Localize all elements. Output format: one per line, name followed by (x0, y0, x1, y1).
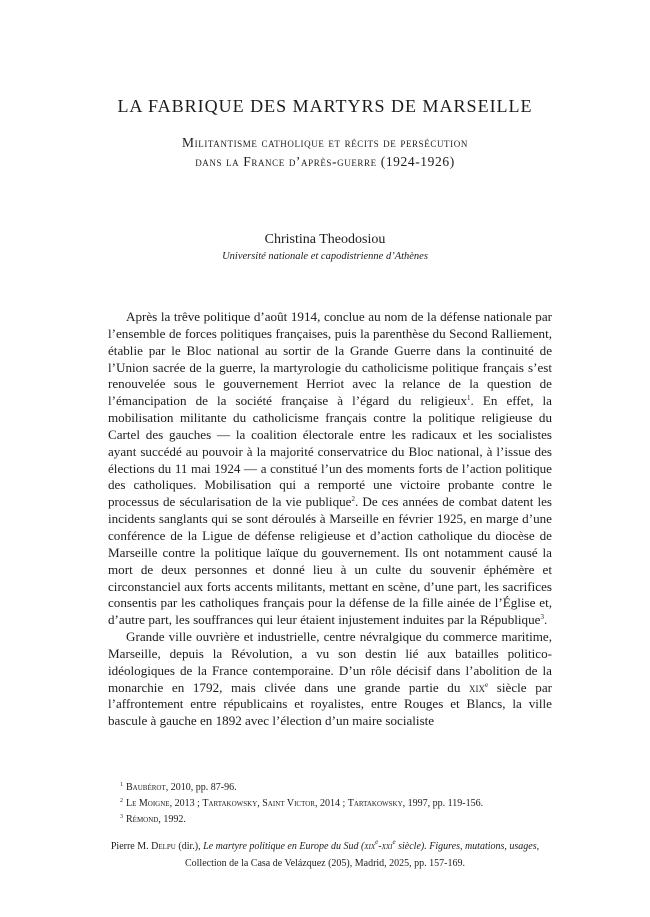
article-title: LA FABRIQUE DES MARTYRS DE MARSEILLE (117, 96, 533, 116)
citation-title-b: siècle). Figures, mutations, usages (395, 841, 537, 852)
footnote-2-rest-2: , 2014 ; (314, 798, 348, 809)
paragraph-1 (108, 309, 552, 629)
citation-book-title (203, 838, 537, 852)
footnote-1-author: Baubérot (126, 782, 166, 793)
footnote-1 (120, 780, 560, 796)
subtitle-line-1: Militantisme catholique et récits de persécution (182, 135, 468, 150)
p1-text-d: . (543, 612, 548, 628)
citation-prefix: Pierre M. (110, 841, 152, 852)
footnote-ref-3[interactable]: 3 (540, 613, 544, 622)
p2-text-a: Grande ville ouvrière et industrielle, centre névralgique du commerce maritime, Marseille, depuis la Révolution, a vu son destin lié aux batailles politico-idéologiques de la France contemporaine. D’un rôle décisif dans l’abolition de la monarchie en 1792, mais clivée dans une grande partie du (108, 629, 552, 695)
footnote-2-num: 2 (120, 798, 123, 804)
citation-editor: Delpu (151, 841, 176, 852)
footnotes (120, 780, 560, 828)
footnote-2-author-2: Tartakowsky, Saint Victor (202, 798, 315, 809)
p2-century-sup: e (485, 680, 489, 689)
subtitle-line-2 (60, 152, 590, 171)
footnote-3-rest: , 1992. (158, 814, 186, 825)
citation-dash: - (378, 841, 382, 852)
footnote-ref-1[interactable]: 1 (467, 394, 471, 403)
paragraph-2 (108, 629, 552, 730)
footnote-2 (120, 796, 560, 812)
citation-century-2: xxi (381, 841, 393, 852)
citation-line-2: Collection de la Casa de Velázquez (205), Madrid, 2025, pp. 157-169. (184, 858, 466, 869)
p2-century: xix (469, 679, 486, 695)
footnote-3-author: Rémond (126, 814, 159, 825)
article-body (108, 309, 552, 730)
author-affiliation: Université nationale et capodistrienne d’Athènes (222, 251, 428, 262)
citation-title-a: Le martyre politique en Europe du Sud ( (203, 841, 365, 852)
subtitle-line-2-text: dans la France d’après-guerre (195, 154, 377, 169)
footnote-2-rest: , 2013 ; (169, 798, 203, 809)
subtitle-years: (1924-1926) (380, 154, 455, 169)
author-name: Christina Theodosiou (264, 232, 386, 247)
article-subtitle (60, 133, 590, 171)
footnote-1-num: 1 (120, 782, 123, 788)
p2-text-b: siècle par l’affrontement entre républicains et royalistes, entre Rouges et Blancs, la ville bascule à gauche en 1892 avec l’élection d’un maire socialiste (108, 679, 552, 729)
footnote-ref-2[interactable]: 2 (351, 495, 355, 504)
citation-editor-suffix: (dir.), (175, 841, 204, 852)
citation-line-1 (60, 838, 590, 855)
citation-century-2-sup: e (392, 838, 396, 846)
citation-comma: , (536, 841, 540, 852)
footnote-2-author: Le Moigne (126, 798, 170, 809)
p1-text-a: Après la trêve politique d’août 1914, conclue au nom de la défense nationale par l’ensemble de forces politiques françaises, puis la parenthèse du Second Ralliement, établie par le Bloc national au sortir de la Grande Guerre dans la continuité de l’Union sacrée de la guerre, la martyrologie du catholicisme politique français s’est renouvelée sous le gouvernement Herriot avec la relance de la question de l’émancipation de la société française à l’égard du religieux (108, 309, 552, 409)
footnote-3-num: 3 (120, 814, 123, 820)
citation-century-1-sup: e (375, 838, 379, 846)
footnote-2-author-3: Tartakowsky (347, 798, 403, 809)
footnote-2-rest-3: , 1997, pp. 119-156. (402, 798, 484, 809)
footnote-3 (120, 812, 560, 828)
footnote-1-rest: , 2010, pp. 87-96. (165, 782, 237, 793)
p1-text-b: . En effet, la mobilisation militante du catholicisme français contre la politique religieuse du Cartel des gauches — la coalition électorale entre les radicaux et les socialistes ayant succédé au pouvoir à la majorité conservatrice du Bloc national, à l’issue des élections du 11 mai 1924 — a constitué l’un des moments forts de l’action politique des catholiques. Mobilisation qui a remporté une victoire probante contre le processus de sécularisation de la vie publique (108, 393, 552, 510)
p1-text-c: . De ces années de combat datent les incidents sanglants qui se sont déroulés à Marseille en février 1925, en marge d’une conférence de la Ligue de défense religieuse et d’action catholique du diocèse de Marseille contre la politique laïque du gouvernement. Ils ont notamment causé la mort de deux personnes et donné lieu à un culte du souvenir éphémère et circonstanciel aux forts accents militants, mettant en scène, d’une part, les sacrifices consentis par les catholiques français pour la défense de la fille ainée de l’Église et, d’autre part, les souffrances qui leur étaient injustement induites par la République (108, 494, 552, 628)
book-citation (60, 838, 590, 872)
citation-century-1: xix (364, 841, 376, 852)
